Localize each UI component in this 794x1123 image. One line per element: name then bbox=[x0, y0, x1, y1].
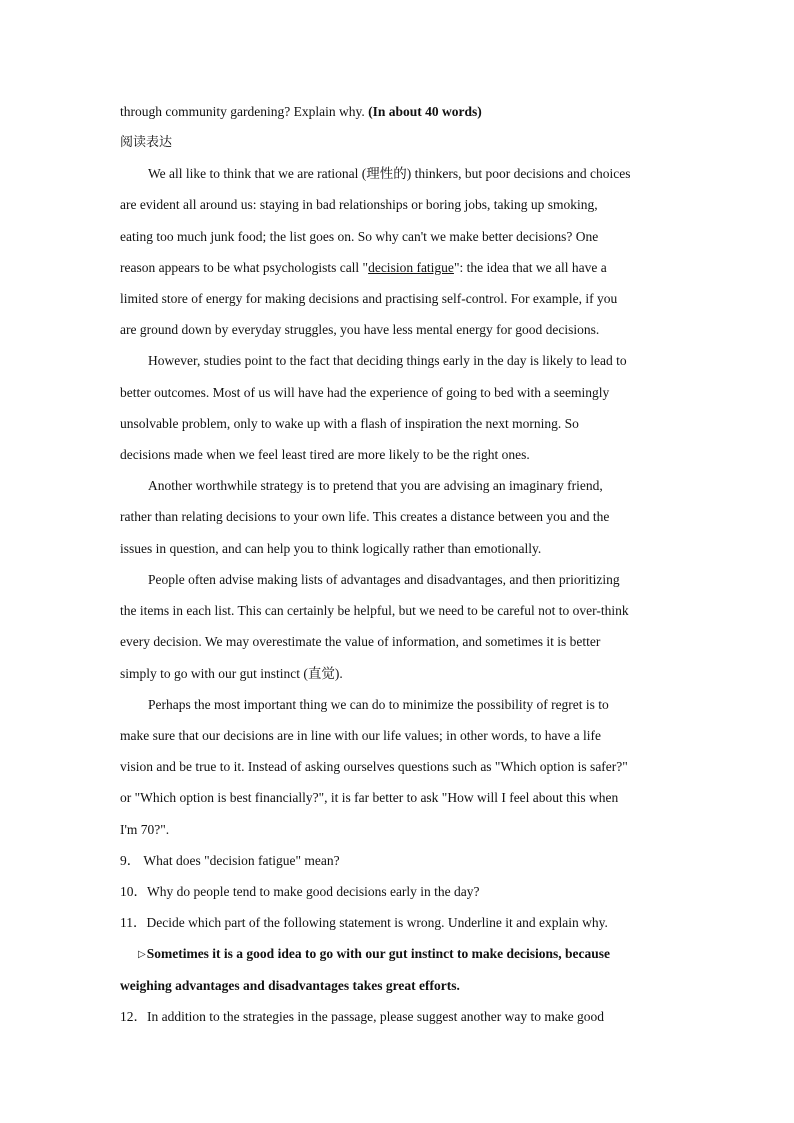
passage-line bbox=[120, 260, 607, 276]
passage-line: are ground down by everyday struggles, you have less mental energy for good decisions. bbox=[120, 322, 600, 337]
passage-line: every decision. We may overestimate the value of information, and sometimes it is better bbox=[120, 634, 601, 649]
passage-text: ": the idea that we all have a bbox=[453, 260, 607, 275]
passage-line: issues in question, and can help you to think logically rather than emotionally. bbox=[120, 541, 542, 556]
decision-fatigue-term: decision fatigue bbox=[368, 260, 454, 275]
statement-text: Sometimes it is a good idea to go with our gut instinct to make decisions, because bbox=[146, 946, 610, 961]
passage-line: simply to go with our gut instinct (直觉). bbox=[120, 666, 343, 681]
passage-line: People often advise making lists of advantages and disadvantages, and then prioritizing bbox=[148, 572, 620, 587]
passage-line: However, studies point to the fact that deciding things early in the day is likely to lead to bbox=[148, 353, 627, 368]
passage-line: better outcomes. Most of us will have had the experience of going to bed with a seemingly bbox=[120, 385, 610, 400]
passage-line: decisions made when we feel least tired are more likely to be the right ones. bbox=[120, 447, 530, 462]
passage-line: or "Which option is best financially?", it is far better to ask "How will I feel about this when bbox=[120, 790, 619, 805]
previous-question-text: through community gardening? Explain why. bbox=[120, 104, 369, 119]
passage-line: vision and be true to it. Instead of asking ourselves questions such as "Which option is safer?" bbox=[120, 759, 628, 774]
passage-line: Another worthwhile strategy is to pretend that you are advising an imaginary friend, bbox=[148, 478, 603, 493]
question-9: 9． What does "decision fatigue" mean? bbox=[120, 853, 340, 868]
passage-line: I'm 70?". bbox=[120, 822, 170, 837]
previous-question-tail bbox=[120, 104, 482, 120]
question-11-statement-cont: weighing advantages and disadvantages takes great efforts. bbox=[120, 978, 460, 993]
passage-line: limited store of energy for making decisions and practising self-control. For example, if you bbox=[120, 291, 618, 306]
question-11: 11．Decide which part of the following statement is wrong. Underline it and explain why. bbox=[120, 915, 608, 930]
question-11-statement bbox=[138, 946, 610, 963]
passage-line: We all like to think that we are rational (理性的) thinkers, but poor decisions and choices bbox=[148, 166, 631, 181]
question-12: 12．In addition to the strategies in the passage, please suggest another way to make good bbox=[120, 1009, 605, 1024]
passage-text: reason appears to be what psychologists call " bbox=[120, 260, 369, 275]
question-10: 10．Why do people tend to make good decisions early in the day? bbox=[120, 884, 480, 899]
passage-line: eating too much junk food; the list goes on. So why can't we make better decisions? One bbox=[120, 229, 599, 244]
word-limit: (In about 40 words) bbox=[368, 104, 482, 119]
passage-line: unsolvable problem, only to wake up with a flash of inspiration the next morning. So bbox=[120, 416, 579, 431]
triangle-marker-icon: ▷ bbox=[138, 949, 146, 960]
passage-line: are evident all around us: staying in bad relationships or boring jobs, taking up smoking, bbox=[120, 197, 598, 212]
passage-line: make sure that our decisions are in line with our life values; in other words, to have a life bbox=[120, 728, 601, 743]
passage-line: Perhaps the most important thing we can do to minimize the possibility of regret is to bbox=[148, 697, 609, 712]
section-title: 阅读表达 bbox=[120, 135, 173, 150]
passage-line: rather than relating decisions to your own life. This creates a distance between you and the bbox=[120, 509, 610, 524]
passage-line: the items in each list. This can certainly be helpful, but we need to be careful not to over-think bbox=[120, 603, 629, 618]
